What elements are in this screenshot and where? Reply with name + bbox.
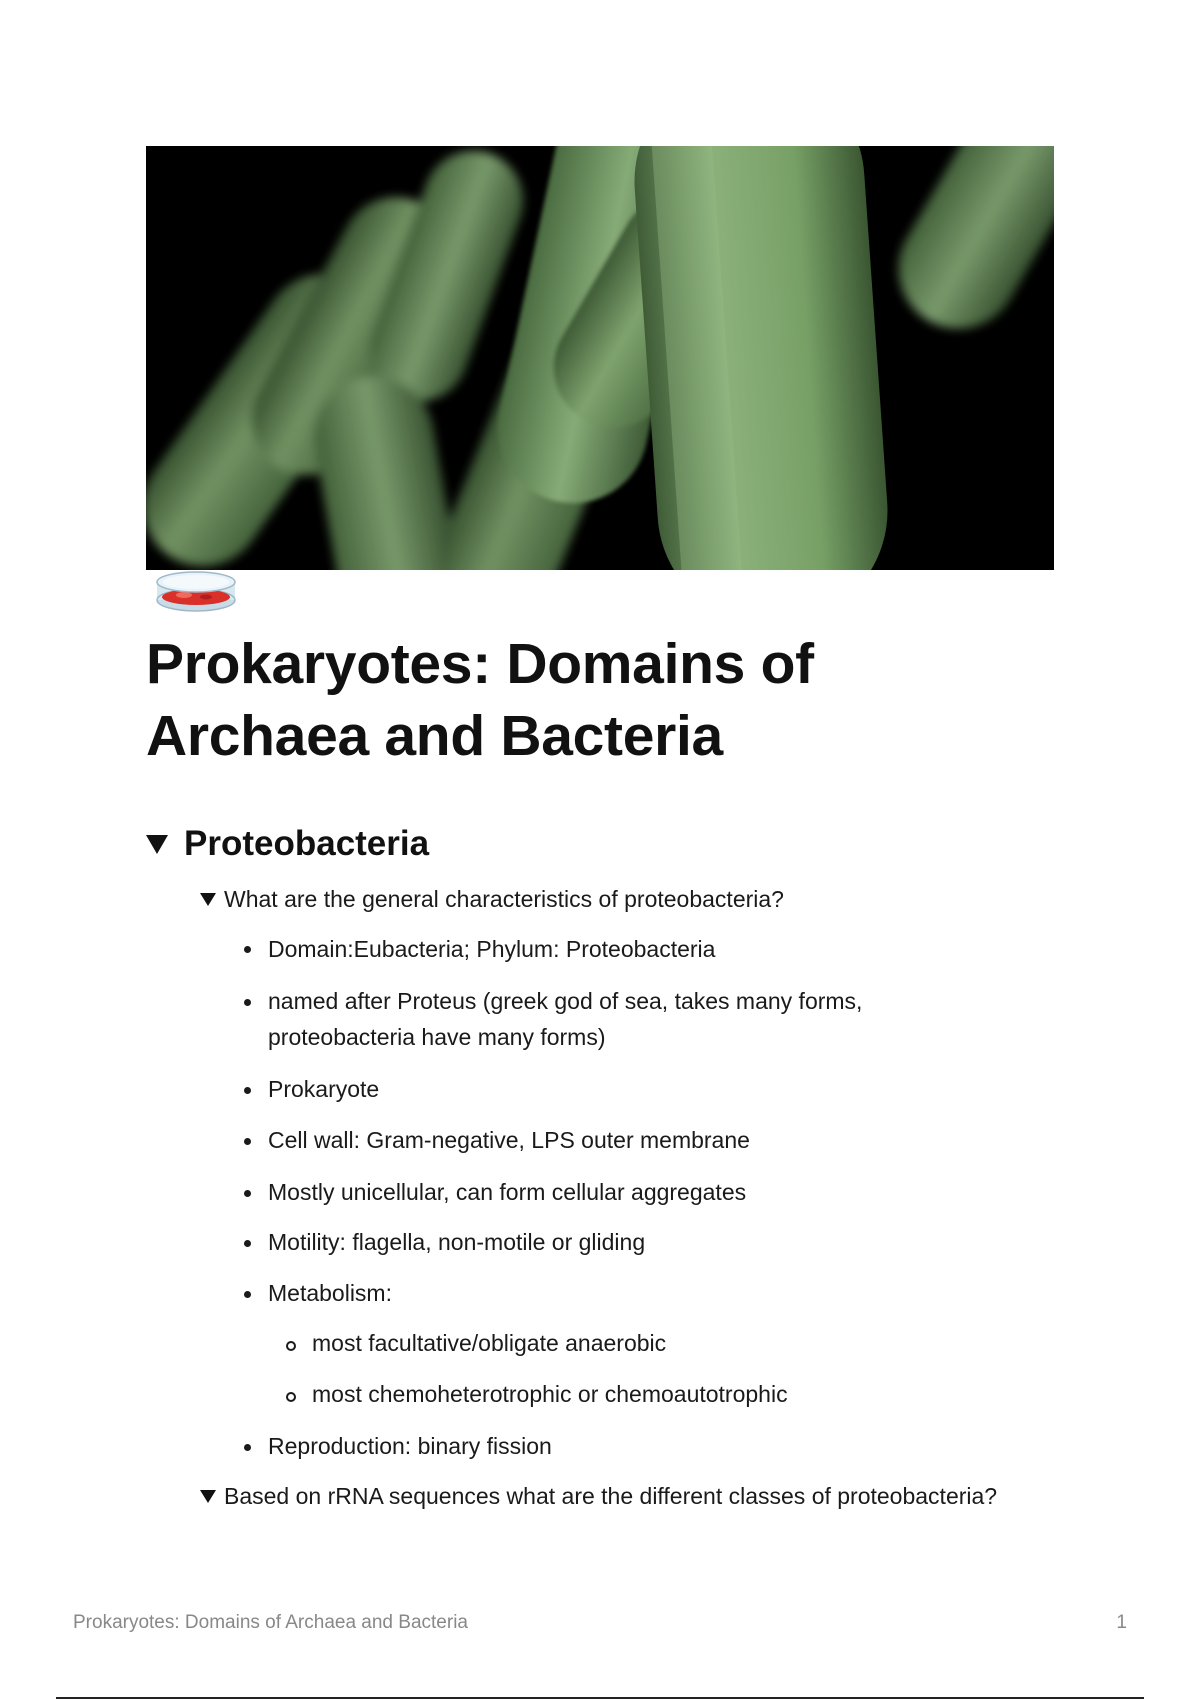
list-item: Reproduction: binary fission <box>268 1433 552 1459</box>
section-heading: Proteobacteria <box>184 824 430 863</box>
question-text: Based on rRNA sequences what are the different classes of proteobacteria? <box>224 1483 998 1509</box>
sub-bullet-ring <box>286 1341 296 1351</box>
question-text: What are the general characteristics of proteobacteria? <box>224 886 784 912</box>
petri-dish-icon <box>154 566 238 614</box>
sub-list-item: most chemoheterotrophic or chemoautotrophic <box>312 1381 788 1407</box>
toggle-heading-proteobacteria[interactable] <box>146 822 429 866</box>
toggle-question-characteristics[interactable] <box>200 884 784 914</box>
bullet-dot <box>244 1444 251 1451</box>
toggle-triangle-icon[interactable] <box>200 893 216 906</box>
list-item: Domain:Eubacteria; Phylum: Proteobacteria <box>268 936 716 962</box>
footer-page-number: 1 <box>1116 1612 1127 1633</box>
bullet-dot <box>244 1190 251 1197</box>
toggle-triangle-icon[interactable] <box>146 835 168 854</box>
list-item: Motility: flagella, non-motile or gliding <box>268 1229 646 1255</box>
bullet-dot <box>244 1138 251 1145</box>
bullet-dot <box>244 946 251 953</box>
list-item-continuation: proteobacteria have many forms) <box>268 1024 606 1050</box>
sub-bullet-ring <box>286 1392 296 1402</box>
list-item: Mostly unicellular, can form cellular aggregates <box>268 1179 747 1205</box>
list-item: Metabolism: <box>268 1280 392 1306</box>
toggle-question-classes[interactable] <box>200 1481 997 1511</box>
footer-divider <box>56 1697 1144 1699</box>
footer-title: Prokaryotes: Domains of Archaea and Bacteria <box>73 1612 468 1633</box>
list-item: Cell wall: Gram-negative, LPS outer membrane <box>268 1127 750 1153</box>
bullet-dot <box>244 999 251 1006</box>
green-rod-bacteria-image <box>146 146 1054 570</box>
bullet-dot <box>244 1087 251 1094</box>
bullet-dot <box>244 1291 251 1298</box>
cover-image <box>146 146 1054 570</box>
bullet-dot <box>244 1240 251 1247</box>
list-item: Prokaryote <box>268 1076 380 1102</box>
list-item: named after Proteus (greek god of sea, takes many forms, <box>268 988 863 1014</box>
page-title: Prokaryotes: Domains of Archaea and Bacteria <box>146 632 814 768</box>
sub-list-item: most facultative/obligate anaerobic <box>312 1330 667 1356</box>
toggle-triangle-icon[interactable] <box>200 1490 216 1503</box>
